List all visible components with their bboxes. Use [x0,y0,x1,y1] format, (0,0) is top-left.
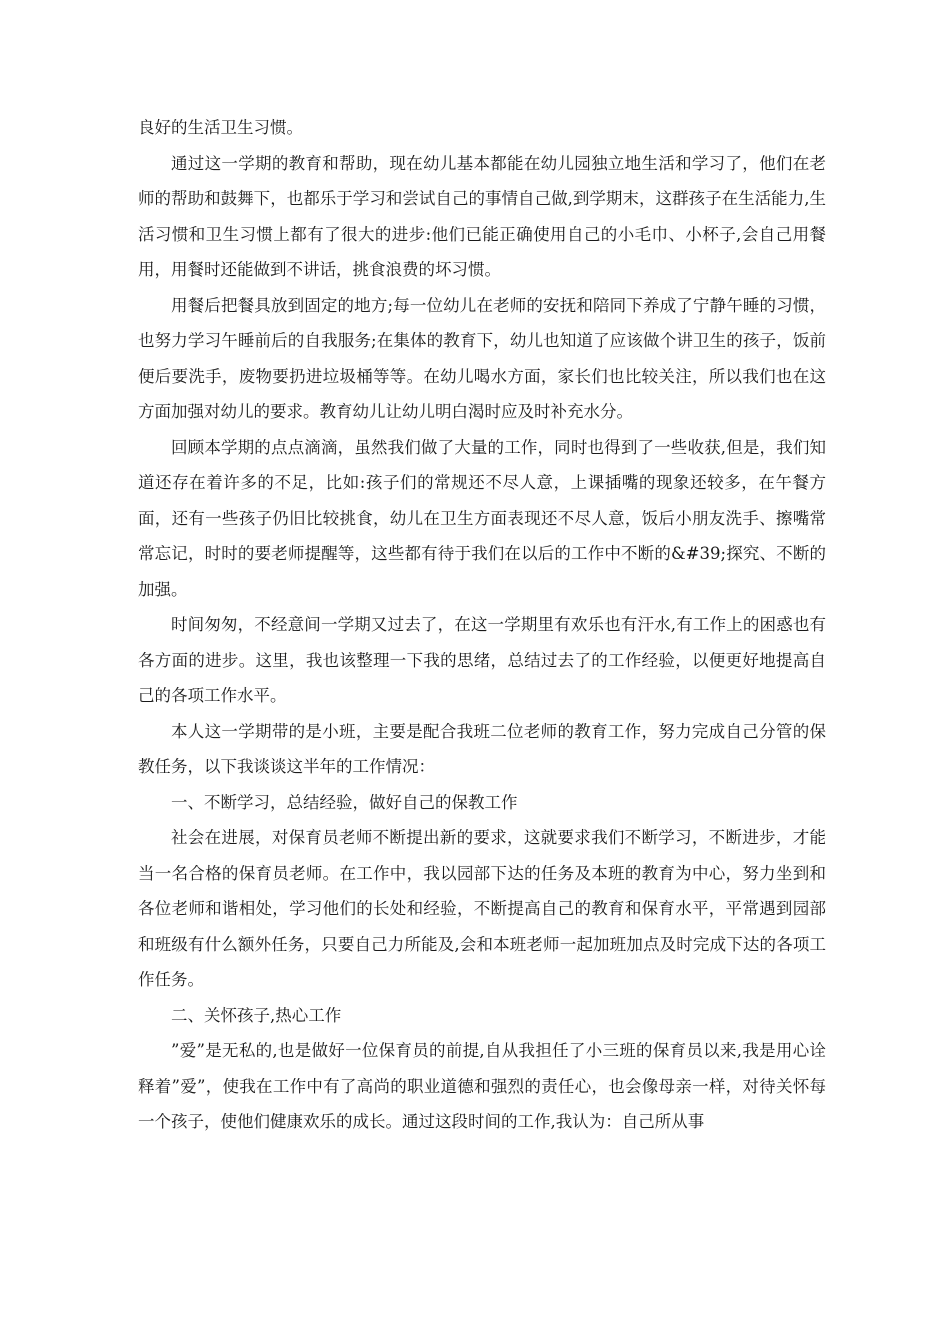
paragraph-1: 良好的生活卫生习惯。 [138,118,303,137]
paragraph-2: 通过这一学期的教育和帮助，现在幼儿基本都能在幼儿园独立地生活和学习了，他们在老师的帮助和鼓舞下，也都乐于学习和尝试自己的事情自己做,到学期末，这群孩子在生活能力,生活习惯和卫生习惯上都有了很大的进步:他们已能正确使用自己的小毛巾、小杯子,会自己用餐用，用餐时还能做到不讲话，挑食浪费的坏习惯。 [138,153,826,279]
paragraph-5: 时间匆匆，不经意间一学期又过去了，在这一学期里有欢乐也有汗水,有工作上的困惑也有各方面的进步。这里，我也该整理一下我的思绪，总结过去了的工作经验，以便更好地提高自己的各项工作水平。 [138,615,826,705]
section-heading-2: 二、关怀孩子,热心工作 [171,1005,342,1025]
paragraph-3: 用餐后把餐具放到固定的地方;每一位幼儿在老师的安抚和陪同下养成了宁静午睡的习惯，也努力学习午睡前后的自我服务;在集体的教育下，幼儿也知道了应该做个讲卫生的孩子，饭前便后要洗手，废物要扔进垃圾桶等等。在幼儿喝水方面，家长们也比较关注，所以我们也在这方面加强对幼儿的要求。教育幼儿让幼儿明白渴时应及时补充水分。 [138,295,826,421]
paragraph-6: 本人这一学期带的是小班，主要是配合我班二位老师的教育工作，努力完成自己分管的保教任务，以下我谈谈这半年的工作情况： [138,721,826,776]
paragraph-7: 社会在进展，对保育员老师不断提出新的要求，这就要求我们不断学习，不断进步，才能当一名合格的保育员老师。在工作中，我以园部下达的任务及本班的教育为中心，努力坐到和各位老师和谐相处，学习他们的长处和经验，不断提高自己的教育和保育水平，平常遇到园部和班级有什么额外任务，只要自己力所能及,会和本班老师一起加班加点及时完成下达的各项工作任务。 [138,828,826,989]
paragraph-4: 回顾本学期的点点滴滴，虽然我们做了大量的工作，同时也得到了一些收获,但是，我们知道还存在着许多的不足，比如:孩子们的常规还不尽人意，上课插嘴的现象还较多，在午餐方面，还有一些孩子仍旧比较挑食，幼儿在卫生方面表现还不尽人意，饭后小朋友洗手、擦嘴常常忘记，时时的要老师提醒等，这些都有待于我们在以后的工作中不断的&#39;探究、不断的加强。 [138,437,826,599]
section-heading-1: 一、不断学习，总结经验，做好自己的保教工作 [171,792,518,812]
paragraph-8: ”爱”是无私的,也是做好一位保育员的前提,自从我担任了小三班的保育员以来,我是用心诠释着”爱”，使我在工作中有了高尚的职业道德和强烈的责任心，也会像母亲一样，对待关怀每一个孩子，使他们健康欢乐的成长。通过这段时间的工作,我认为：自己所从事 [138,1041,826,1131]
document-page [138,110,826,1140]
